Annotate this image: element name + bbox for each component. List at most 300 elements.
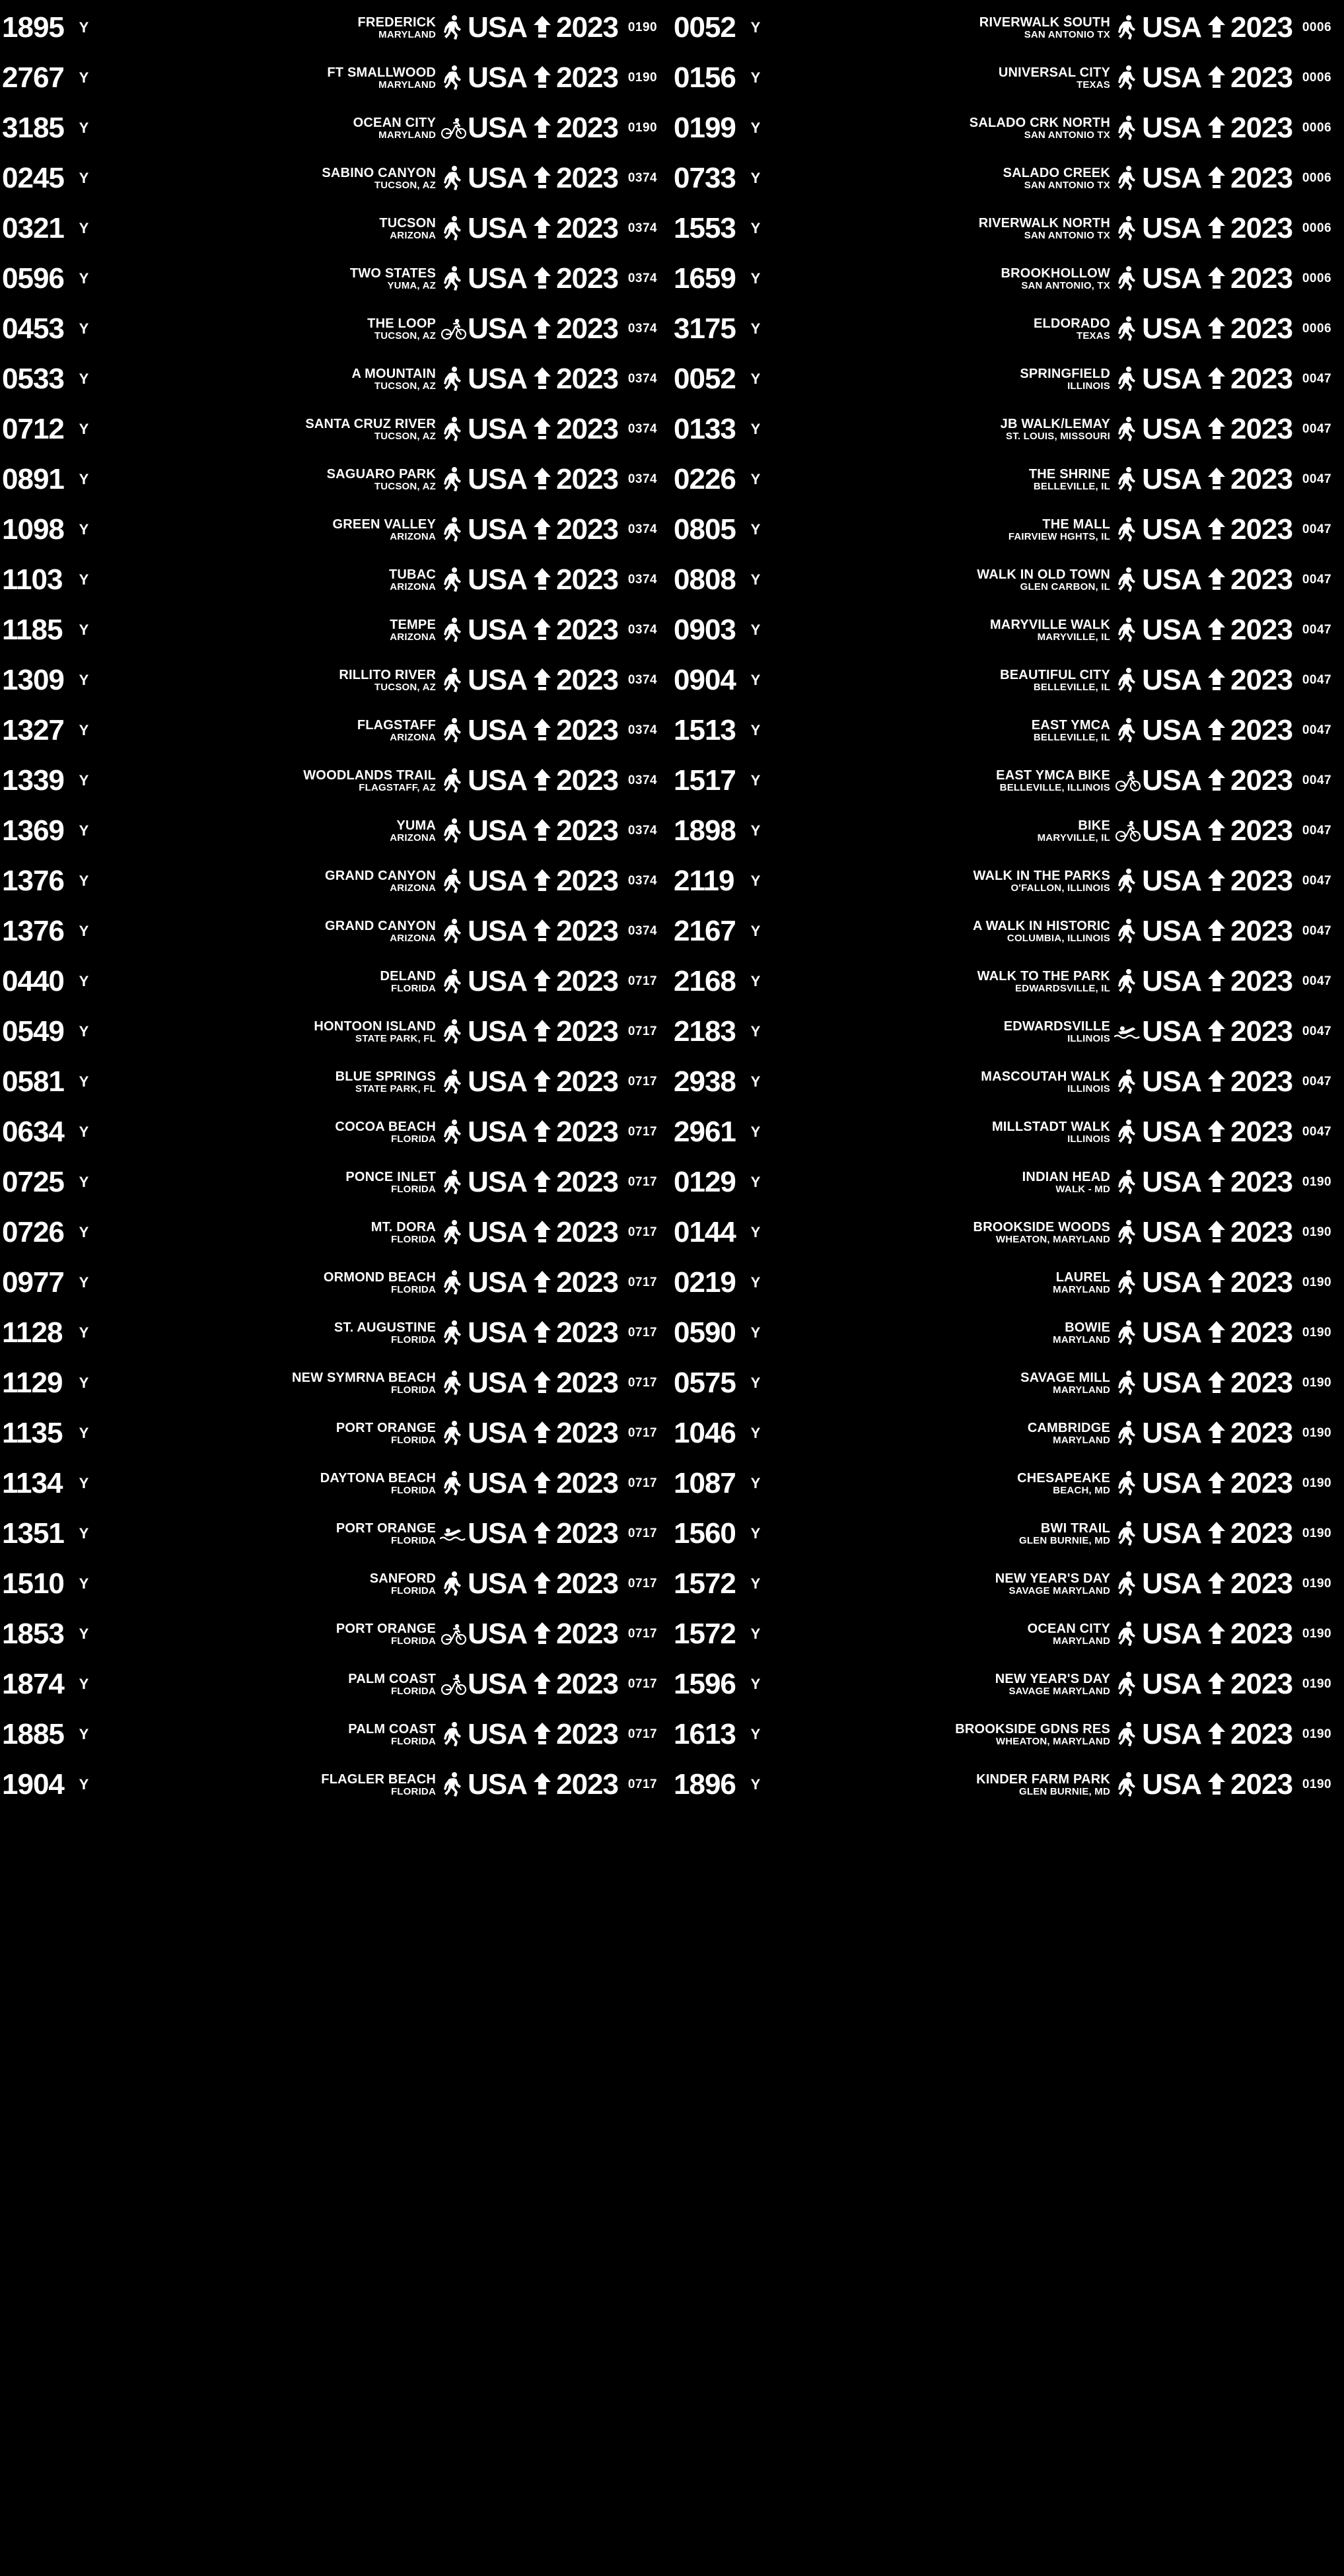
walk-icon [440, 1370, 468, 1396]
stamp-ticket [672, 807, 1294, 855]
stamp-row [672, 254, 1340, 304]
stamp-year: 2023 [556, 1065, 618, 1098]
down-arrow-icon [1203, 1621, 1230, 1647]
walk-icon [1114, 266, 1142, 292]
stamp-country: USA [468, 61, 528, 94]
stamp-year: 2023 [1230, 1467, 1292, 1499]
event-number: 0219 [674, 1266, 736, 1299]
stamp-country: USA [468, 1517, 528, 1550]
event-label [763, 217, 1114, 241]
walk-icon [1114, 215, 1142, 242]
event-name: GREEN VALLEY [332, 517, 437, 532]
club-code: 0047 [1302, 1125, 1332, 1139]
stamp-year: 2023 [1230, 413, 1292, 445]
event-number: 0733 [674, 162, 736, 194]
club-code: 0374 [627, 623, 658, 637]
event-place: FLORIDA [391, 1384, 437, 1396]
stamp-ticket [672, 606, 1294, 654]
walk-icon [440, 1470, 468, 1497]
stamp-country: USA [1142, 463, 1202, 495]
y-marker: Y [79, 822, 89, 839]
event-place: BELLEVILLE, IL [1034, 480, 1111, 492]
stamp-row [1, 956, 666, 1007]
down-arrow-icon [528, 15, 556, 41]
walk-icon [440, 416, 468, 443]
y-marker: Y [750, 371, 761, 387]
walk-icon [1114, 667, 1142, 694]
stamp-year: 2023 [1230, 1116, 1292, 1148]
stamp-country: USA [468, 1768, 528, 1801]
stamp-year: 2023 [556, 262, 618, 295]
event-name: ORMOND BEACH [324, 1270, 437, 1285]
down-arrow-icon [1203, 316, 1230, 342]
event-place: FLORIDA [391, 1534, 437, 1546]
event-name: ST. AUGUSTINE [334, 1320, 437, 1335]
event-place: TUCSON, AZ [374, 179, 437, 191]
stamp-row [1, 756, 666, 806]
y-marker: Y [750, 822, 761, 839]
event-place: O'FALLON, ILLINOIS [1010, 882, 1111, 894]
event-number: 3175 [674, 312, 736, 345]
stamp-ticket [1, 657, 619, 704]
stamp-row [1, 856, 666, 906]
event-number: 2167 [674, 915, 736, 947]
stamp-ticket [672, 1058, 1294, 1106]
stamp-ticket [1, 1761, 619, 1808]
y-marker: Y [750, 270, 761, 287]
event-name: TUCSON [379, 216, 437, 231]
y-marker: Y [750, 622, 761, 638]
walk-icon [440, 918, 468, 945]
bike-icon [1114, 820, 1142, 842]
stamp-year: 2023 [556, 513, 618, 546]
y-marker: Y [79, 170, 89, 186]
stamp-row [1, 53, 666, 103]
down-arrow-icon [528, 1169, 556, 1196]
stamp-year: 2023 [1230, 965, 1292, 997]
event-number: 2168 [674, 965, 736, 997]
walk-icon [440, 466, 468, 493]
stamp-country: USA [1142, 1567, 1202, 1600]
stamp-country: USA [468, 1467, 528, 1499]
down-arrow-icon [528, 416, 556, 443]
stamp-country: USA [468, 1216, 528, 1248]
y-marker: Y [79, 1174, 89, 1190]
stamp-row [672, 505, 1340, 555]
stamp-country: USA [1142, 814, 1202, 847]
event-name: PORT ORANGE [336, 1622, 437, 1636]
walk-icon [1114, 316, 1142, 342]
event-name: LAUREL [1055, 1270, 1111, 1285]
event-name: A WALK IN HISTORIC [973, 919, 1111, 933]
event-place: FLORIDA [391, 1183, 437, 1195]
stamp-year: 2023 [556, 162, 618, 194]
stamp-country: USA [1142, 162, 1202, 194]
event-name: SALADO CRK NORTH [970, 116, 1111, 130]
stamp-year: 2023 [1230, 563, 1292, 596]
club-code: 0717 [627, 1125, 658, 1139]
event-number: 0581 [2, 1065, 64, 1098]
event-label [92, 267, 440, 291]
event-label [92, 1321, 440, 1345]
club-code: 0717 [627, 1627, 658, 1641]
stamp-country: USA [1142, 965, 1202, 997]
club-code: 0006 [1302, 171, 1332, 185]
right-column [1, 3, 672, 2573]
down-arrow-icon [528, 918, 556, 945]
stamp-year: 2023 [1230, 1718, 1292, 1750]
club-code: 0374 [627, 522, 658, 536]
event-place: ILLINOIS [1067, 380, 1111, 392]
stamp-ticket [672, 1259, 1294, 1306]
club-code: 0047 [1302, 522, 1332, 536]
stamp-country: USA [468, 11, 528, 44]
stamp-country: USA [1142, 1517, 1202, 1550]
event-label [92, 166, 440, 191]
y-marker: Y [750, 1525, 761, 1542]
y-marker: Y [750, 672, 761, 688]
walk-icon [1114, 918, 1142, 945]
down-arrow-icon [1203, 1219, 1230, 1246]
stamp-country: USA [468, 312, 528, 345]
down-arrow-icon [528, 717, 556, 744]
down-arrow-icon [1203, 968, 1230, 995]
event-label [92, 970, 440, 994]
event-place: TEXAS [1077, 330, 1111, 341]
walk-icon [1114, 1420, 1142, 1447]
event-place: ARIZONA [390, 229, 437, 241]
club-code: 0717 [627, 1376, 658, 1390]
stamp-row [1, 254, 666, 304]
down-arrow-icon [528, 1671, 556, 1698]
event-number: 1904 [2, 1768, 64, 1801]
y-marker: Y [750, 1726, 761, 1742]
event-number: 2767 [2, 61, 64, 94]
event-place: MARYLAND [1053, 1334, 1111, 1345]
event-label [92, 869, 440, 894]
down-arrow-icon [528, 517, 556, 543]
stamp-ticket [672, 1159, 1294, 1206]
event-label [92, 1472, 440, 1496]
stamp-ticket [672, 556, 1294, 604]
down-arrow-icon [528, 1320, 556, 1346]
event-number: 1517 [674, 764, 736, 797]
event-name: NEW YEAR'S DAY [995, 1571, 1111, 1586]
club-code: 0374 [627, 322, 658, 336]
down-arrow-icon [1203, 868, 1230, 894]
event-name: SALADO CREEK [1003, 166, 1111, 180]
event-place: TEXAS [1077, 79, 1111, 90]
bike-icon [440, 1673, 468, 1696]
event-label [763, 1421, 1114, 1446]
y-marker: Y [750, 1676, 761, 1692]
down-arrow-icon [528, 768, 556, 794]
stamp-year: 2023 [556, 212, 618, 244]
event-label [763, 919, 1114, 944]
event-place: TUCSON, AZ [374, 681, 437, 693]
stamp-ticket [672, 355, 1294, 403]
down-arrow-icon [1203, 1521, 1230, 1547]
stamp-country: USA [1142, 1417, 1202, 1449]
stamp-row [1, 555, 666, 605]
club-code: 0047 [1302, 723, 1332, 737]
stamp-row [672, 1659, 1340, 1709]
stamp-year: 2023 [556, 1367, 618, 1399]
stamp-country: USA [468, 664, 528, 696]
event-label [92, 518, 440, 542]
stamp-ticket [1, 1108, 619, 1156]
stamp-country: USA [1142, 915, 1202, 947]
stamp-row [1, 1408, 666, 1458]
walk-icon [440, 667, 468, 694]
event-number: 0052 [674, 11, 736, 44]
y-marker: Y [79, 772, 89, 789]
event-name: PALM COAST [348, 1722, 437, 1736]
y-marker: Y [750, 19, 761, 36]
club-code: 0047 [1302, 372, 1332, 386]
event-label [92, 769, 440, 793]
event-name: MT. DORA [371, 1220, 437, 1234]
walk-icon [440, 1069, 468, 1095]
y-marker: Y [79, 270, 89, 287]
stamp-row [1, 1358, 666, 1408]
stamp-year: 2023 [556, 1618, 618, 1650]
y-marker: Y [79, 973, 89, 989]
stamp-year: 2023 [556, 61, 618, 94]
event-name: PALM COAST [348, 1672, 437, 1686]
stamp-ticket [1, 1159, 619, 1206]
event-place: MARYLAND [1053, 1635, 1111, 1647]
walk-icon [440, 868, 468, 894]
event-number: 1510 [2, 1567, 64, 1600]
stamp-year: 2023 [1230, 1316, 1292, 1349]
club-code: 0717 [627, 1677, 658, 1691]
stamp-country: USA [468, 1266, 528, 1299]
event-place: FLORIDA [391, 1685, 437, 1697]
stamp-year: 2023 [556, 1768, 618, 1801]
stamp-ticket [672, 958, 1294, 1005]
stamp-year: 2023 [1230, 61, 1292, 94]
event-label [763, 1672, 1114, 1697]
club-code: 0374 [627, 271, 658, 285]
stamp-year: 2023 [1230, 1768, 1292, 1801]
stamp-country: USA [468, 865, 528, 897]
y-marker: Y [79, 1575, 89, 1592]
event-place: ILLINOIS [1067, 1032, 1111, 1044]
event-label [763, 618, 1114, 643]
stamp-row [672, 53, 1340, 103]
event-place: SAN ANTONIO TX [1024, 229, 1111, 241]
down-arrow-icon [1203, 1470, 1230, 1497]
y-marker: Y [750, 320, 761, 337]
stamp-country: USA [468, 714, 528, 746]
down-arrow-icon [1203, 1370, 1230, 1396]
event-place: YUMA, AZ [387, 279, 437, 291]
down-arrow-icon [1203, 115, 1230, 141]
event-name: SANTA CRUZ RIVER [305, 417, 437, 431]
event-number: 1327 [2, 714, 64, 746]
down-arrow-icon [528, 266, 556, 292]
event-number: 1129 [2, 1367, 63, 1399]
event-name: WALK IN THE PARKS [973, 869, 1111, 883]
down-arrow-icon [1203, 1671, 1230, 1698]
event-label [92, 1271, 440, 1295]
event-name: COCOA BEACH [335, 1120, 437, 1134]
down-arrow-icon [1203, 1169, 1230, 1196]
stamp-year: 2023 [556, 1316, 618, 1349]
event-number: 0725 [2, 1166, 64, 1198]
stamp-year: 2023 [556, 1718, 618, 1750]
stamp-year: 2023 [556, 614, 618, 646]
stamp-row [1, 1258, 666, 1308]
stamp-ticket [1, 305, 619, 353]
down-arrow-icon [528, 316, 556, 342]
stamp-ticket [672, 1510, 1294, 1557]
stamp-ticket [672, 908, 1294, 955]
event-label [92, 16, 440, 40]
stamp-ticket [1, 406, 619, 453]
event-number: 0321 [2, 212, 64, 244]
stamp-year: 2023 [1230, 1517, 1292, 1550]
event-name: PONCE INLET [345, 1170, 437, 1184]
stamp-row [1, 1760, 666, 1810]
y-marker: Y [750, 1776, 761, 1793]
stamp-country: USA [468, 1718, 528, 1750]
event-number: 0805 [674, 513, 736, 546]
walk-icon [440, 567, 468, 593]
walk-icon [1114, 868, 1142, 894]
y-marker: Y [750, 923, 761, 939]
event-place: FLORIDA [391, 1434, 437, 1446]
event-place: FLORIDA [391, 1585, 437, 1596]
down-arrow-icon [1203, 517, 1230, 543]
event-place: TUCSON, AZ [374, 380, 437, 392]
down-arrow-icon [1203, 1069, 1230, 1095]
event-number: 1135 [2, 1417, 63, 1449]
event-label [763, 1020, 1114, 1044]
event-name: THE MALL [1042, 517, 1111, 532]
stamp-row [672, 354, 1340, 404]
stamp-row [672, 1509, 1340, 1559]
walk-icon [440, 1571, 468, 1597]
stamp-country: USA [468, 262, 528, 295]
stamp-country: USA [1142, 1367, 1202, 1399]
club-code: 0190 [1302, 1727, 1332, 1741]
stamp-country: USA [1142, 664, 1202, 696]
club-code: 0190 [1302, 1677, 1332, 1691]
stamp-year: 2023 [1230, 1567, 1292, 1600]
stamp-country: USA [468, 1618, 528, 1650]
stamp-row [672, 605, 1340, 655]
event-number: 3185 [2, 112, 64, 144]
club-code: 0374 [627, 472, 658, 486]
club-code: 0006 [1302, 20, 1332, 34]
stamp-country: USA [468, 614, 528, 646]
stamp-country: USA [1142, 312, 1202, 345]
stamp-row [1, 304, 666, 354]
event-name: EAST YMCA BIKE [996, 768, 1111, 783]
event-label [92, 1020, 440, 1044]
event-number: 0156 [674, 61, 736, 94]
stamp-ticket [1, 1460, 619, 1507]
swim-icon [1114, 1023, 1142, 1040]
stamp-ticket [1, 255, 619, 303]
event-label [92, 468, 440, 492]
event-place: GLEN CARBON, IL [1020, 581, 1111, 592]
event-number: 1339 [2, 764, 64, 797]
stamp-country: USA [468, 1567, 528, 1600]
event-label [763, 1522, 1114, 1546]
club-code: 0047 [1302, 1075, 1332, 1089]
stamp-row [672, 555, 1340, 605]
club-code: 0006 [1302, 271, 1332, 285]
y-marker: Y [750, 722, 761, 738]
y-marker: Y [79, 220, 89, 236]
y-marker: Y [750, 421, 761, 437]
y-marker: Y [750, 170, 761, 186]
event-number: 0129 [674, 1166, 736, 1198]
event-place: WHEATON, MARYLAND [996, 1233, 1111, 1245]
event-place: EDWARDSVILLE, IL [1015, 982, 1111, 994]
event-label [92, 719, 440, 743]
y-marker: Y [750, 772, 761, 789]
event-label [92, 217, 440, 241]
stamp-row [1, 103, 666, 153]
stamp-ticket [1, 1610, 619, 1658]
stamp-year: 2023 [1230, 513, 1292, 546]
event-name: BROOKHOLLOW [1001, 266, 1111, 281]
walk-icon [1114, 717, 1142, 744]
event-label [92, 618, 440, 643]
y-marker: Y [79, 471, 89, 487]
walk-icon [1114, 617, 1142, 643]
down-arrow-icon [528, 1470, 556, 1497]
club-code: 0190 [1302, 1326, 1332, 1340]
stamp-country: USA [1142, 1316, 1202, 1349]
event-number: 0226 [674, 463, 736, 495]
stamp-country: USA [1142, 413, 1202, 445]
walk-icon [1114, 567, 1142, 593]
event-number: 1895 [2, 11, 64, 44]
event-place: ARIZONA [390, 832, 437, 843]
club-code: 0190 [1302, 1426, 1332, 1440]
stamp-year: 2023 [1230, 312, 1292, 345]
stamp-row [1, 1207, 666, 1258]
event-place: FLORIDA [391, 1283, 437, 1295]
walk-icon [440, 1169, 468, 1196]
stamp-row [1, 705, 666, 756]
down-arrow-icon [1203, 1420, 1230, 1447]
club-code: 0374 [627, 573, 658, 587]
event-number: 1128 [2, 1316, 63, 1349]
bike-icon [440, 318, 468, 340]
event-name: BROOKSIDE WOODS [973, 1220, 1111, 1234]
stamp-ticket [672, 1108, 1294, 1156]
stamp-country: USA [1142, 1718, 1202, 1750]
club-code: 0374 [627, 422, 658, 436]
stamp-country: USA [468, 363, 528, 395]
event-place: GLEN BURNIE, MD [1019, 1534, 1111, 1546]
stamp-country: USA [468, 965, 528, 997]
event-label [763, 267, 1114, 291]
event-name: SPRINGFIELD [1020, 367, 1111, 381]
club-code: 0717 [627, 1225, 658, 1239]
stamp-row [672, 756, 1340, 806]
down-arrow-icon [1203, 466, 1230, 493]
stamp-year: 2023 [1230, 1266, 1292, 1299]
walk-icon [440, 15, 468, 41]
stamp-year: 2023 [1230, 1216, 1292, 1248]
